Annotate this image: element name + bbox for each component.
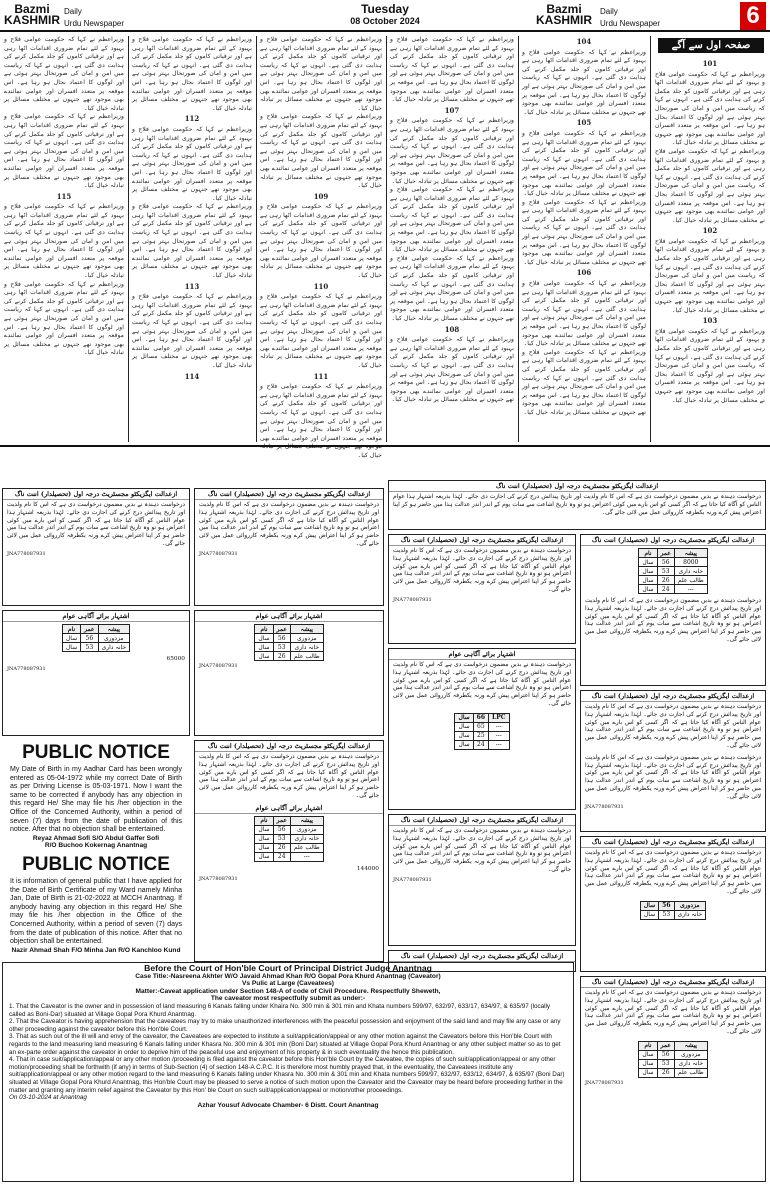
news-column-1	[655, 58, 765, 440]
ad-body: درخواست دہندہ نے بدیں مضمون درخواست دی ہے کہ اس کا نام ولدیت اور تاریخ پیدائش درج کرنے کی اجازت دی جائے۔ لہٰذا بذریعہ اشتہار ہذا عوام الناس کو آگاہ کیا جاتا ہے کہ اگر کسی کو اس بارے میں کوئی اعتراض ہو تو وہ تاریخ اشاعت سے سات یوم کے اندر اندر عدالت ہذا میں حاضر ہو کر اپنا اعتراض پیش کرے ورنہ یکطرفہ کارروائی عمل میں لائی جائے گی۔	[585, 754, 761, 800]
table-cell: سال	[639, 1068, 657, 1077]
table-cell: طالب علم	[290, 843, 323, 852]
ad-body: درخواست دہندہ نے بدیں مضمون درخواست دی ہے کہ اس کا نام ولدیت اور تاریخ پیدائش درج کرنے کی اجازت دی جائے۔ لہٰذا بذریعہ اشتہار ہذا عوام الناس کو آگاہ کیا جاتا ہے کہ اگر کسی کو اس بارے میں کوئی اعتراض ہو تو وہ تاریخ اشاعت سے سات یوم کے اندر اندر عدالت ہذا میں حاضر ہو کر اپنا اعتراض پیش کرے ورنہ یکطرفہ کارروائی عمل میں لائی جائے گی۔	[585, 990, 761, 1035]
table-cell: 26	[657, 1068, 674, 1077]
family-table	[254, 816, 323, 862]
court-notice-ad	[194, 488, 384, 606]
table-cell: 24	[657, 585, 674, 594]
news-column-2	[522, 36, 646, 440]
public-notice-body: My Date of Birth in my Aadhar Card has been wrongly entered as 05-04-1972 while my correct Date of Birth as per Driving License is 05-03-1971. Now I want the same to be corrected if anybody has any objection in this regard He/ She may file his /her objection in the Office of the Concerned Authority, within a period of seven (7) days from the date of publication of this notice. After that no objection shall be entertained.	[10, 766, 182, 834]
table-cell: سال	[640, 910, 658, 919]
table-cell: سال	[255, 652, 273, 661]
table-header: عمر	[81, 625, 98, 634]
news-paragraph: وزیراعظم نے کہا کہ حکومت عوامی فلاح و بہبود کے لئے تمام ضروری اقدامات اٹھا رہی ہے اور ترقیاتی کاموں کو جلد مکمل کرنے کی ہدایت دی گئی ہے۔ انہوں نے کہا کہ ریاست میں امن و امان کی صورتحال بہتر ہوئی ہے اور لوگوں کا اعتماد بحال ہو رہا ہے۔ اس موقعہ پر متعدد افسران اور عوامی نمائندے بھی موجود تھے جنہوں نے مختلف مسائل پر تبادلہ خیال کیا۔	[260, 293, 382, 369]
table-header: نام	[62, 625, 80, 634]
news-paragraph: وزیراعظم نے کہا کہ حکومت عوامی فلاح و بہبود کے لئے تمام ضروری اقدامات اٹھا رہی ہے اور ترقیاتی کاموں کو جلد مکمل کرنے کی ہدایت دی گئی ہے۔ انہوں نے کہا کہ ریاست میں امن و امان کی صورتحال بہتر ہوئی ہے اور لوگوں کا اعتماد بحال ہو رہا ہے۔ اس موقعہ پر متعدد افسران اور عوامی نمائندے بھی موجود تھے جنہوں نے مختلف مسائل پر تبادلہ خیال کیا۔	[260, 113, 382, 190]
ad-body: درخواست دہندہ نے بدیں مضمون درخواست دی ہے کہ اس کا نام ولدیت اور تاریخ پیدائش درج کرنے کی اجازت دی جائے۔ لہٰذا بذریعہ اشتہار ہذا عوام الناس کو آگاہ کیا جاتا ہے کہ اگر کسی کو اس بارے میں کوئی اعتراض ہو تو وہ تاریخ اشاعت سے سات یوم کے اندر اندر عدالت ہذا میں حاضر ہو کر اپنا اعتراض پیش کرے ورنہ یکطرفہ کارروائی عمل میں لائی جائے گی۔	[585, 850, 761, 895]
table-header: عمر	[657, 1041, 674, 1050]
item-number: 104	[576, 37, 592, 46]
court-paragraph: 3. That as such out of the ill will and envy of the caveator, the Caveatees are expected to institute a suit/application/appeal or any other motion against the Caveators before this Hon'ble Court with regards to the land measuring land measuring 6 Kanals falling under Khasra No. 300 min & 301 min (Boni Dar) situated at Village Gopal Pora Khurd Anantnag or any other subject matter so as to get an ex-parte order against the caveator in order to deprive him of the peaceful use and enjoyment of his property & in such eventuality the hence this publication.	[9, 1033, 561, 1056]
table-cell: مزدوری	[674, 901, 706, 910]
news-paragraph: وزیراعظم نے کہا کہ حکومت عوامی فلاح و بہبود کے لئے تمام ضروری اقدامات اٹھا رہی ہے اور ترقیاتی کاموں کو جلد مکمل کرنے کی ہدایت دی گئی ہے۔ انہوں نے کہا کہ ریاست میں امن و امان کی صورتحال بہتر ہوئی ہے اور لوگوں کا اعتماد بحال ہو رہا ہے۔ اس موقعہ پر متعدد افسران اور عوامی نمائندے بھی موجود تھے جنہوں نے مختلف مسائل پر تبادلہ خیال کیا۔	[132, 125, 252, 202]
ad-reference: JNA778087931	[393, 876, 432, 883]
column-rule	[256, 36, 257, 442]
table-cell: خانہ داری	[290, 834, 323, 843]
ad-body: درخواست دہندہ نے بدیں مضمون درخواست دی ہے کہ اس کا نام ولدیت اور تاریخ پیدائش درج کرنے کی اجازت دی جائے۔ لہٰذا بذریعہ اشتہار ہذا عوام الناس کو آگاہ کیا جاتا ہے کہ اگر کسی کو اس بارے میں کوئی اعتراض ہو تو وہ تاریخ اشاعت سے سات یوم کے اندر اندر عدالت ہذا میں حاضر ہو کر اپنا اعتراض پیش کرے ورنہ یکطرفہ کارروائی عمل میں لائی جائے گی۔	[585, 598, 761, 643]
court-paragraph: 2. That the Caveator is having apprehension that the caveatees may try to make unauthorized interferences with the peaceful possession and enjoyment of the said land and may file any case or any other proceeding against the caveator before this Hon'ble Court.	[9, 1018, 561, 1033]
court-paragraph: 4. That in case suit/application/appeal or any other motion /proceeding is filed against the caveator before this Hon'ble Court by the Caveatee, the copies of such suit/application/appeal or any other motion/proceeding shall be forthwith (if any) in terms of Sub-Section (4) of section 148-A C.P.C. It is therefore most humbly prayed that, in the eventuality, the Caveatees institute any suit/application/appeal or any other motion regard to the land measuring 6 Kanals falling under Khasra No. 300 min & 301 min and Khata numbers 599/97, 632/97, 633/12, 634/97, & 635/97 (Boni Dar) situated at Village Gopal Pora Khurd Anantnag, this Hon'ble Court may be pleased to serve a notice of such motion upon the Caveator and the Caveator may be heard before proceeding further in the matter and granting any interim relief against the Caveator by this Hon' ble Court on such suit/application/appeal or motion/other proceedings.	[9, 1056, 565, 1094]
table-cell: خانہ داری	[290, 643, 323, 652]
brand-name-2: KASHMIR	[536, 13, 592, 27]
table-cell: ---	[489, 731, 510, 740]
court-signature: Azhar Yousuf Advocate Chamber- 6 Distt. Court Anantnag	[197, 1101, 379, 1109]
public-notice-signature: Nazir Ahmad Shah F/O Minha Jan R/O Kanchloo Kund	[11, 946, 181, 954]
court-notice-ad	[580, 836, 766, 972]
news-paragraph: وزیراعظم نے کہا کہ حکومت عوامی فلاح و بہبود کے لئے تمام ضروری اقدامات اٹھا رہی ہے اور ترقیاتی کاموں کو جلد مکمل کرنے کی ہدایت دی گئی ہے۔ انہوں نے کہا کہ ریاست میں امن و امان کی صورتحال بہتر ہوئی ہے اور لوگوں کا اعتماد بحال ہو رہا ہے۔ اس موقعہ پر متعدد افسران اور عوامی نمائندے بھی موجود تھے جنہوں نے مختلف مسائل پر تبادلہ خیال کیا۔	[390, 186, 514, 254]
table-header: پیشہ	[290, 625, 323, 634]
ad-amount: 65000	[166, 656, 185, 662]
news-paragraph: وزیراعظم نے کہا کہ حکومت عوامی فلاح و بہبود کے لئے تمام ضروری اقدامات اٹھا رہی ہے اور ترقیاتی کاموں کو جلد مکمل کرنے کی ہدایت دی گئی ہے۔ انہوں نے کہا کہ ریاست میں امن و امان کی صورتحال بہتر ہوئی ہے اور لوگوں کا اعتماد بحال ہو رہا ہے۔ اس موقعہ پر متعدد افسران اور عوامی نمائندے بھی موجود تھے جنہوں نے مختلف مسائل پر تبادلہ خیال کیا۔	[522, 198, 646, 266]
table-cell: سال	[255, 834, 273, 843]
table-cell: خانہ داری	[674, 567, 707, 576]
column-rule	[518, 36, 519, 442]
news-column-5	[132, 36, 252, 440]
table-cell: سال	[639, 1059, 657, 1068]
news-paragraph: وزیراعظم نے کہا کہ حکومت عوامی فلاح و بہبود کے لئے تمام ضروری اقدامات اٹھا رہی ہے اور ترقیاتی کاموں کو جلد مکمل کرنے کی ہدایت دی گئی ہے۔ انہوں نے کہا کہ ریاست میں امن و امان کی صورتحال بہتر ہوئی ہے اور لوگوں کا اعتماد بحال ہو رہا ہے۔ اس موقعہ پر متعدد افسران اور عوامی نمائندے بھی موجود تھے جنہوں نے مختلف مسائل پر تبادلہ خیال کیا۔	[4, 36, 124, 112]
ad-heading: ازعدالت ایگزیکٹو مجسٹریٹ درجہ اول (تحصیلدار) اننت ناگ	[389, 535, 575, 546]
ad-subheading: اشتہار برائے آگاہی عوام	[195, 803, 383, 814]
table-cell: 8000	[674, 558, 707, 567]
news-paragraph: وزیراعظم نے کہا کہ حکومت عوامی فلاح و بہبود کے لئے تمام ضروری اقدامات اٹھا رہی ہے اور ترقیاتی کاموں کو جلد مکمل کرنے کی ہدایت دی گئی ہے۔ انہوں نے کہا کہ ریاست میں امن و امان کی صورتحال بہتر ہوئی ہے اور لوگوں کا اعتماد بحال ہو رہا ہے۔ اس موقعہ پر متعدد افسران اور عوامی نمائندے بھی موجود تھے جنہوں نے مختلف مسائل پر تبادلہ خیال کیا۔	[390, 336, 514, 404]
ad-heading: اشتہار برائے آگاہی عوام	[389, 649, 575, 660]
ad-reference: JNA778087931	[393, 596, 432, 603]
family-table	[254, 624, 323, 661]
brand-tag-2: Urdu Newspaper	[600, 19, 661, 28]
table-cell: مزدوری	[98, 634, 130, 643]
table-cell: طالب علم	[290, 652, 323, 661]
masthead-right-tag	[600, 5, 660, 29]
news-paragraph: وزیراعظم نے کہا کہ حکومت عوامی فلاح و بہبود کے لئے تمام ضروری اقدامات اٹھا رہی ہے اور ترقیاتی کاموں کو جلد مکمل کرنے کی ہدایت دی گئی ہے۔ انہوں نے کہا کہ ریاست میں امن و امان کی صورتحال بہتر ہوئی ہے اور لوگوں کا اعتماد بحال ہو رہا ہے۔ اس موقعہ پر متعدد افسران اور عوامی نمائندے بھی موجود تھے جنہوں نے مختلف مسائل پر تبادلہ خیال کیا۔	[655, 70, 765, 147]
court-subtitle: The caveator most respectfully submit as under:-	[210, 995, 366, 1003]
table-cell: سال	[255, 825, 273, 834]
family-table	[62, 624, 130, 652]
table-cell: ---	[489, 740, 510, 749]
table-cell: طالب علم	[674, 576, 707, 585]
table-cell: سال	[640, 901, 658, 910]
news-column-6	[4, 36, 124, 440]
table-header: نام	[639, 549, 657, 558]
news-paragraph: وزیراعظم نے کہا کہ حکومت عوامی فلاح و بہبود کے لئے تمام ضروری اقدامات اٹھا رہی ہے اور ترقیاتی کاموں کو جلد مکمل کرنے کی ہدایت دی گئی ہے۔ انہوں نے کہا کہ ریاست میں امن و امان کی صورتحال بہتر ہوئی ہے اور لوگوں کا اعتماد بحال ہو رہا ہے۔ اس موقعہ پر متعدد افسران اور عوامی نمائندے بھی موجود تھے جنہوں نے مختلف مسائل پر تبادلہ خیال کیا۔	[522, 48, 646, 116]
news-paragraph: وزیراعظم نے کہا کہ حکومت عوامی فلاح و بہبود کے لئے تمام ضروری اقدامات اٹھا رہی ہے اور ترقیاتی کاموں کو جلد مکمل کرنے کی ہدایت دی گئی ہے۔ انہوں نے کہا کہ ریاست میں امن و امان کی صورتحال بہتر ہوئی ہے اور لوگوں کا اعتماد بحال ہو رہا ہے۔ اس موقعہ پر متعدد افسران اور عوامی نمائندے بھی موجود تھے جنہوں نے مختلف مسائل پر تبادلہ خیال کیا۔	[655, 147, 765, 224]
court-notice-ad	[388, 814, 576, 946]
table-cell: 53	[657, 567, 674, 576]
table-cell: 56	[657, 1050, 674, 1059]
section-header: صفحہ اول سے آگے	[658, 38, 764, 53]
table-cell: 53	[81, 643, 98, 652]
court-title: Before the Court of Hon'ble Court of Principal District Judge Anantnag	[144, 963, 432, 973]
family-table	[640, 901, 706, 920]
ad-reference: JNA778087931	[7, 665, 46, 672]
item-number: 107	[444, 105, 460, 115]
news-column-3	[390, 36, 514, 440]
news-paragraph: وزیراعظم نے کہا کہ حکومت عوامی فلاح و بہبود کے لئے تمام ضروری اقدامات اٹھا رہی ہے اور ترقیاتی کاموں کو جلد مکمل کرنے کی ہدایت دی گئی ہے۔ انہوں نے کہا کہ ریاست میں امن و امان کی صورتحال بہتر ہوئی ہے اور لوگوں کا اعتماد بحال ہو رہا ہے۔ اس موقعہ پر متعدد افسران اور عوامی نمائندے بھی موجود تھے جنہوں نے مختلف مسائل پر تبادلہ خیال کیا۔	[260, 203, 382, 280]
ad-heading: ازعدالت ایگزیکٹو مجسٹریٹ درجہ اول (تحصیلدار) اننت ناگ	[389, 815, 575, 826]
court-versus: Vs Pulic at Large (Caveatees)	[242, 980, 334, 988]
masthead	[0, 0, 770, 32]
table-header: پیشہ	[674, 1041, 707, 1050]
table-cell: 56	[273, 634, 290, 643]
masthead-left-brand	[4, 4, 60, 26]
ad-body: درخواست دہندہ نے بدیں مضمون درخواست دی ہے کہ اس کا نام ولدیت اور تاریخ پیدائش درج کرنے کی اجازت دی جائے۔ لہٰذا بذریعہ اشتہار ہذا عوام الناس کو آگاہ کیا جاتا ہے کہ اگر کسی کو اس بارے میں کوئی اعتراض ہو تو وہ تاریخ اشاعت سے سات یوم کے اندر اندر عدالت ہذا میں حاضر ہو کر اپنا اعتراض پیش کرے ورنہ یکطرفہ کارروائی عمل میں لائی جائے گی۔	[199, 502, 379, 547]
news-paragraph: وزیراعظم نے کہا کہ حکومت عوامی فلاح و بہبود کے لئے تمام ضروری اقدامات اٹھا رہی ہے اور ترقیاتی کاموں کو جلد مکمل کرنے کی ہدایت دی گئی ہے۔ انہوں نے کہا کہ ریاست میں امن و امان کی صورتحال بہتر ہوئی ہے اور لوگوں کا اعتماد بحال ہو رہا ہے۔ اس موقعہ پر متعدد افسران اور عوامی نمائندے بھی موجود تھے جنہوں نے مختلف مسائل پر تبادلہ خیال کیا۔	[655, 237, 765, 314]
news-paragraph: وزیراعظم نے کہا کہ حکومت عوامی فلاح و بہبود کے لئے تمام ضروری اقدامات اٹھا رہی ہے اور ترقیاتی کاموں کو جلد مکمل کرنے کی ہدایت دی گئی ہے۔ انہوں نے کہا کہ ریاست میں امن و امان کی صورتحال بہتر ہوئی ہے اور لوگوں کا اعتماد بحال ہو رہا ہے۔ اس موقعہ پر متعدد افسران اور عوامی نمائندے بھی موجود تھے جنہوں نے مختلف مسائل پر تبادلہ خیال کیا۔	[4, 280, 124, 357]
news-paragraph: وزیراعظم نے کہا کہ حکومت عوامی فلاح و بہبود کے لئے تمام ضروری اقدامات اٹھا رہی ہے اور ترقیاتی کاموں کو جلد مکمل کرنے کی ہدایت دی گئی ہے۔ انہوں نے کہا کہ ریاست میں امن و امان کی صورتحال بہتر ہوئی ہے اور لوگوں کا اعتماد بحال ہو رہا ہے۔ اس موقعہ پر متعدد افسران اور عوامی نمائندے بھی موجود تھے جنہوں نے مختلف مسائل پر تبادلہ خیال کیا۔	[4, 113, 124, 190]
column-rule	[650, 36, 651, 442]
table-cell: ---	[674, 585, 707, 594]
court-notice-ad	[2, 610, 190, 736]
table-cell: سال	[455, 713, 473, 722]
item-number: 113	[184, 281, 200, 291]
page-number: 6	[740, 2, 766, 30]
table-cell: سال	[639, 558, 657, 567]
table-cell: 53	[273, 834, 290, 843]
brand-name: Bazmi	[546, 2, 582, 16]
item-number: 105	[576, 118, 592, 128]
court-notice-ad	[2, 488, 190, 606]
ad-body: درخواست دہندہ نے بدیں مضمون درخواست دی ہے کہ اس کا نام ولدیت اور تاریخ پیدائش درج کرنے کی اجازت دی جائے۔ لہٰذا بذریعہ اشتہار ہذا عوام الناس کو آگاہ کیا جاتا ہے کہ اگر کسی کو اس بارے میں کوئی اعتراض ہو تو وہ تاریخ اشاعت سے سات یوم کے اندر اندر عدالت ہذا میں حاضر ہو کر اپنا اعتراض پیش کرے ورنہ یکطرفہ کارروائی عمل میں لائی جائے گی۔	[393, 548, 571, 593]
table-cell: 24	[473, 740, 488, 749]
table-cell: خانہ داری	[674, 910, 706, 919]
table-cell: 65	[473, 722, 488, 731]
item-number: 111	[313, 371, 329, 381]
table-cell: خانہ داری	[98, 643, 130, 652]
ad-reference: JNA778087931	[585, 803, 624, 810]
table-cell: 25	[473, 731, 488, 740]
news-paragraph: وزیراعظم نے کہا کہ حکومت عوامی فلاح و بہبود کے لئے تمام ضروری اقدامات اٹھا رہی ہے اور ترقیاتی کاموں کو جلد مکمل کرنے کی ہدایت دی گئی ہے۔ انہوں نے کہا کہ ریاست میں امن و امان کی صورتحال بہتر ہوئی ہے اور لوگوں کا اعتماد بحال ہو رہا ہے۔ اس موقعہ پر متعدد افسران اور عوامی نمائندے بھی موجود تھے جنہوں نے مختلف مسائل پر تبادلہ خیال کیا۔	[4, 203, 124, 280]
ad-body: درخواست دہندہ نے بدیں مضمون درخواست دی ہے کہ اس کا نام ولدیت اور تاریخ پیدائش درج کرنے کی اجازت دی جائے۔ لہٰذا بذریعہ اشتہار ہذا عوام الناس کو آگاہ کیا جاتا ہے کہ اگر کسی کو اس بارے میں کوئی اعتراض ہو تو وہ تاریخ اشاعت سے سات یوم کے اندر اندر عدالت ہذا میں حاضر ہو کر اپنا اعتراض پیش کرے ورنہ یکطرفہ کارروائی عمل میں لائی جائے گی۔	[585, 704, 761, 749]
public-notice-signature: Reyaz Ahmad Sofi S/O Abdul Gaffer Sofi	[32, 834, 160, 842]
table-cell: سال	[255, 634, 273, 643]
news-paragraph: وزیراعظم نے کہا کہ حکومت عوامی فلاح و بہبود کے لئے تمام ضروری اقدامات اٹھا رہی ہے اور ترقیاتی کاموں کو جلد مکمل کرنے کی ہدایت دی گئی ہے۔ انہوں نے کہا کہ ریاست میں امن و امان کی صورتحال بہتر ہوئی ہے اور لوگوں کا اعتماد بحال ہو رہا ہے۔ اس موقعہ پر متعدد افسران اور عوامی نمائندے بھی موجود تھے جنہوں نے مختلف مسائل پر تبادلہ خیال کیا۔	[390, 36, 514, 104]
news-paragraph: وزیراعظم نے کہا کہ حکومت عوامی فلاح و بہبود کے لئے تمام ضروری اقدامات اٹھا رہی ہے اور ترقیاتی کاموں کو جلد مکمل کرنے کی ہدایت دی گئی ہے۔ انہوں نے کہا کہ ریاست میں امن و امان کی صورتحال بہتر ہوئی ہے اور لوگوں کا اعتماد بحال ہو رہا ہے۔ اس موقعہ پر متعدد افسران اور عوامی نمائندے بھی موجود تھے جنہوں نے مختلف مسائل پر تبادلہ خیال کیا۔	[260, 36, 382, 112]
table-cell: 66	[473, 713, 488, 722]
ad-heading: ازعدالت ایگزیکٹو مجسٹریٹ درجہ اول (تحصیلدار) اننت ناگ	[581, 535, 765, 546]
table-header: پیشہ	[674, 549, 707, 558]
ad-reference: JNA778087931	[7, 550, 46, 557]
table-cell: 26	[273, 652, 290, 661]
table-cell: سال	[455, 731, 473, 740]
item-number: 103	[702, 316, 718, 326]
table-cell: سال	[455, 740, 473, 749]
table-cell: سال	[255, 643, 273, 652]
family-table	[638, 548, 707, 594]
ad-reference: JNA778087931	[585, 1079, 624, 1086]
table-cell: 53	[659, 910, 674, 919]
court-notice-ad	[388, 534, 576, 644]
court-notice-ad	[388, 648, 576, 810]
table-cell: 56	[81, 634, 98, 643]
item-number: 110	[313, 281, 329, 291]
item-number: 112	[184, 114, 200, 124]
ad-heading: اشتہار برائے آگاہی عوام	[3, 611, 189, 622]
ad-heading: ازعدالت ایگزیکٹو مجسٹریٹ درجہ اول (تحصیلدار) اننت ناگ	[195, 489, 383, 500]
court-notice-ad	[580, 690, 766, 832]
news-paragraph: وزیراعظم نے کہا کہ حکومت عوامی فلاح و بہبود کے لئے تمام ضروری اقدامات اٹھا رہی ہے اور ترقیاتی کاموں کو جلد مکمل کرنے کی ہدایت دی گئی ہے۔ انہوں نے کہا کہ ریاست میں امن و امان کی صورتحال بہتر ہوئی ہے اور لوگوں کا اعتماد بحال ہو رہا ہے۔ اس موقعہ پر متعدد افسران اور عوامی نمائندے بھی موجود تھے جنہوں نے مختلف مسائل پر تبادلہ خیال کیا۔	[522, 348, 646, 416]
news-paragraph: وزیراعظم نے کہا کہ حکومت عوامی فلاح و بہبود کے لئے تمام ضروری اقدامات اٹھا رہی ہے اور ترقیاتی کاموں کو جلد مکمل کرنے کی ہدایت دی گئی ہے۔ انہوں نے کہا کہ ریاست میں امن و امان کی صورتحال بہتر ہوئی ہے اور لوگوں کا اعتماد بحال ہو رہا ہے۔ اس موقعہ پر متعدد افسران اور عوامی نمائندے بھی موجود تھے جنہوں نے مختلف مسائل پر تبادلہ خیال کیا۔	[390, 117, 514, 185]
table-cell: 56	[657, 558, 674, 567]
table-cell: سال	[62, 643, 80, 652]
table-header: نام	[255, 816, 273, 825]
news-paragraph: وزیراعظم نے کہا کہ حکومت عوامی فلاح و بہبود کے لئے تمام ضروری اقدامات اٹھا رہی ہے اور ترقیاتی کاموں کو جلد مکمل کرنے کی ہدایت دی گئی ہے۔ انہوں نے کہا کہ ریاست میں امن و امان کی صورتحال بہتر ہوئی ہے اور لوگوں کا اعتماد بحال ہو رہا ہے۔ اس موقعہ پر متعدد افسران اور عوامی نمائندے بھی موجود تھے جنہوں نے مختلف مسائل پر تبادلہ خیال کیا۔	[522, 129, 646, 198]
court-date: On 03-10-2024 at Anantnag	[9, 1094, 87, 1102]
news-paragraph: وزیراعظم نے کہا کہ حکومت عوامی فلاح و بہبود کے لئے تمام ضروری اقدامات اٹھا رہی ہے اور ترقیاتی کاموں کو جلد مکمل کرنے کی ہدایت دی گئی ہے۔ انہوں نے کہا کہ ریاست میں امن و امان کی صورتحال بہتر ہوئی ہے اور لوگوں کا اعتماد بحال ہو رہا ہے۔ اس موقعہ پر متعدد افسران اور عوامی نمائندے بھی موجود تھے جنہوں نے مختلف مسائل پر تبادلہ خیال کیا۔	[522, 280, 646, 348]
table-cell: 56	[659, 901, 674, 910]
public-notice-title: PUBLIC NOTICE	[22, 742, 170, 763]
table-cell: 53	[657, 1059, 674, 1068]
ad-heading: ازعدالت ایگزیکٹو مجسٹریٹ درجہ اول (تحصیلدار) اننت ناگ	[581, 691, 765, 702]
table-header: پیشہ	[290, 816, 323, 825]
item-number: 102	[702, 226, 718, 236]
ad-reference: JNA778087931	[199, 550, 238, 557]
brand-name-2: KASHMIR	[4, 13, 60, 27]
table-cell: مزدوری	[674, 1050, 707, 1059]
public-notice-address: R/O Buchoo Kokernag Anantnag	[44, 841, 148, 849]
masthead-right-brand	[536, 4, 592, 26]
table-cell: سال	[639, 1050, 657, 1059]
ad-amount: 144000	[356, 865, 379, 872]
news-paragraph: وزیراعظم نے کہا کہ حکومت عوامی فلاح و بہبود کے لئے تمام ضروری اقدامات اٹھا رہی ہے اور ترقیاتی کاموں کو جلد مکمل کرنے کی ہدایت دی گئی ہے۔ انہوں نے کہا کہ ریاست میں امن و امان کی صورتحال بہتر ہوئی ہے اور لوگوں کا اعتماد بحال ہو رہا ہے۔ اس موقعہ پر متعدد افسران اور عوامی نمائندے بھی موجود تھے جنہوں نے مختلف مسائل پر تبادلہ خیال کیا۔	[655, 327, 765, 404]
news-paragraph: وزیراعظم نے کہا کہ حکومت عوامی فلاح و بہبود کے لئے تمام ضروری اقدامات اٹھا رہی ہے اور ترقیاتی کاموں کو جلد مکمل کرنے کی ہدایت دی گئی ہے۔ انہوں نے کہا کہ ریاست میں امن و امان کی صورتحال بہتر ہوئی ہے اور لوگوں کا اعتماد بحال ہو رہا ہے۔ اس موقعہ پر متعدد افسران اور عوامی نمائندے بھی موجود تھے جنہوں نے مختلف مسائل پر تبادلہ خیال کیا۔	[132, 36, 252, 112]
court-caveat-notice	[2, 962, 574, 1182]
item-number: 106	[576, 268, 592, 278]
court-matter: Matter:-Caveat application under Section 148-A of code of Civil Procedure. Respectfully Sheweth,	[135, 987, 441, 995]
item-number: 101	[702, 59, 718, 68]
issue-day: Tuesday	[361, 2, 409, 16]
item-number: 114	[184, 371, 200, 381]
news-paragraph: وزیراعظم نے کہا کہ حکومت عوامی فلاح و بہبود کے لئے تمام ضروری اقدامات اٹھا رہی ہے اور ترقیاتی کاموں کو جلد مکمل کرنے کی ہدایت دی گئی ہے۔ انہوں نے کہا کہ ریاست میں امن و امان کی صورتحال بہتر ہوئی ہے اور لوگوں کا اعتماد بحال ہو رہا ہے۔ اس موقعہ پر متعدد افسران اور عوامی نمائندے بھی موجود تھے جنہوں نے مختلف مسائل پر تبادلہ خیال کیا۔	[132, 293, 252, 369]
public-notice-body: It is information of general public that I have applied for the Date of Birth Certificate of my Ward namely Minha Jan, Date of Birth is 21-02-2022 at MCCH Anantnag. If anybody having any objection in this regard He/ She may file his /her objection in the Office of the Concerned Authority, within a period of seven (7) days from the date of publication of this notice. After that no objection shall be entertained.	[10, 878, 182, 946]
ad-heading: ازعدالت ایگزیکٹو مجسٹریٹ درجہ اول (تحصیلدار) اننت ناگ	[581, 977, 765, 988]
news-paragraph: وزیراعظم نے کہا کہ حکومت عوامی فلاح و بہبود کے لئے تمام ضروری اقدامات اٹھا رہی ہے اور ترقیاتی کاموں کو جلد مکمل کرنے کی ہدایت دی گئی ہے۔ انہوں نے کہا کہ ریاست میں امن و امان کی صورتحال بہتر ہوئی ہے اور لوگوں کا اعتماد بحال ہو رہا ہے۔ اس موقعہ پر متعدد افسران اور عوامی نمائندے بھی موجود تھے جنہوں نے مختلف مسائل پر تبادلہ خیال کیا۔	[132, 203, 252, 280]
public-notice-1	[2, 740, 190, 850]
ad-body: درخواست دہندہ نے بدیں مضمون درخواست دی ہے کہ اس کا نام ولدیت اور تاریخ پیدائش درج کرنے کی اجازت دی جائے۔ لہٰذا بذریعہ اشتہار ہذا عوام الناس کو آگاہ کیا جاتا ہے کہ اگر کسی کو اس بارے میں کوئی اعتراض ہو تو وہ تاریخ اشاعت سے سات یوم کے اندر اندر عدالت ہذا میں حاضر ہو کر اپنا اعتراض پیش کرے ورنہ یکطرفہ کارروائی عمل میں لائی جائے گی۔	[393, 494, 761, 516]
lpc-table	[454, 713, 509, 750]
item-number: 108	[444, 324, 460, 334]
brand-tag: Daily	[600, 7, 618, 16]
public-notice-title: PUBLIC NOTICE	[22, 854, 170, 875]
issue-date	[300, 2, 470, 26]
ad-reference: JNA778087931	[199, 875, 238, 882]
issue-date-text: 08 October 2024	[350, 16, 420, 26]
ad-body: درخواست دہندہ نے بدیں مضمون درخواست دی ہے کہ اس کا نام ولدیت اور تاریخ پیدائش درج کرنے کی اجازت دی جائے۔ لہٰذا بذریعہ اشتہار ہذا عوام الناس کو آگاہ کیا جاتا ہے کہ اگر کسی کو اس بارے میں کوئی اعتراض ہو تو وہ تاریخ اشاعت سے سات یوم کے اندر اندر عدالت ہذا میں حاضر ہو کر اپنا اعتراض پیش کرے ورنہ یکطرفہ کارروائی عمل میں لائی جائے گی۔	[7, 502, 185, 547]
table-header: نام	[639, 1041, 657, 1050]
news-paragraph: وزیراعظم نے کہا کہ حکومت عوامی فلاح و بہبود کے لئے تمام ضروری اقدامات اٹھا رہی ہے اور ترقیاتی کاموں کو جلد مکمل کرنے کی ہدایت دی گئی ہے۔ انہوں نے کہا کہ ریاست میں امن و امان کی صورتحال بہتر ہوئی ہے اور لوگوں کا اعتماد بحال ہو رہا ہے۔ اس موقعہ پر متعدد افسران اور عوامی نمائندے بھی موجود تھے جنہوں نے مختلف مسائل پر تبادلہ خیال کیا۔	[260, 383, 382, 459]
brand-tag: Daily	[64, 7, 82, 16]
ad-heading: ازعدالت ایگزیکٹو مجسٹریٹ درجہ اول (تحصیلدار) اننت ناگ	[389, 951, 575, 962]
ad-heading: ازعدالت ایگزیکٹو مجسٹریٹ درجہ اول (تحصیلدار) اننت ناگ	[195, 741, 383, 752]
brand-name: Bazmi	[14, 2, 50, 16]
court-case-title: Case Title:-Nasreena Akhter W/O Javaid Ahmad Khan R/O Gopal Pora Khurd Anantnag (Caveator)	[135, 972, 441, 980]
masthead-left-tag	[64, 5, 124, 29]
court-notice-ad	[388, 480, 766, 530]
table-header: عمر	[657, 549, 674, 558]
table-cell: سال	[255, 843, 273, 852]
table-cell: خانہ داری	[674, 1059, 707, 1068]
court-notice-ad	[580, 976, 766, 1182]
table-header: نام	[255, 625, 273, 634]
court-notice-ad	[580, 534, 766, 686]
family-table	[638, 1041, 707, 1078]
news-paragraph: وزیراعظم نے کہا کہ حکومت عوامی فلاح و بہبود کے لئے تمام ضروری اقدامات اٹھا رہی ہے اور ترقیاتی کاموں کو جلد مکمل کرنے کی ہدایت دی گئی ہے۔ انہوں نے کہا کہ ریاست میں امن و امان کی صورتحال بہتر ہوئی ہے اور لوگوں کا اعتماد بحال ہو رہا ہے۔ اس موقعہ پر متعدد افسران اور عوامی نمائندے بھی موجود تھے جنہوں نے مختلف مسائل پر تبادلہ خیال کیا۔	[390, 254, 514, 322]
court-notice-ad	[194, 740, 384, 962]
table-cell: سال	[455, 722, 473, 731]
table-cell: مزدوری	[290, 634, 323, 643]
section-divider	[0, 445, 770, 447]
column-rule	[386, 36, 387, 442]
table-cell: سال	[639, 567, 657, 576]
item-number: 109	[313, 191, 329, 201]
table-header: عمر	[273, 625, 290, 634]
table-cell: سال	[639, 576, 657, 585]
table-header: عمر	[273, 816, 290, 825]
table-cell: 24	[273, 852, 290, 861]
ad-heading: ازعدالت ایگزیکٹو مجسٹریٹ درجہ اول (تحصیلدار) اننت ناگ	[581, 837, 765, 848]
table-cell: سال	[255, 852, 273, 861]
brand-tag-2: Urdu Newspaper	[64, 19, 125, 28]
court-notice-ad	[194, 610, 384, 736]
table-header: پیشہ	[98, 625, 130, 634]
table-cell: 26	[273, 843, 290, 852]
table-cell: سال	[62, 634, 80, 643]
table-cell: 56	[273, 825, 290, 834]
table-cell: طالب علم	[674, 1068, 707, 1077]
ad-body: درخواست دہندہ نے بدیں مضمون درخواست دی ہے کہ اس کا نام ولدیت اور تاریخ پیدائش درج کرنے کی اجازت دی جائے۔ لہٰذا بذریعہ اشتہار ہذا عوام الناس کو آگاہ کیا جاتا ہے کہ اگر کسی کو اس بارے میں کوئی اعتراض ہو تو وہ تاریخ اشاعت سے سات یوم کے اندر اندر عدالت ہذا میں حاضر ہو کر اپنا اعتراض پیش کرے ورنہ یکطرفہ کارروائی عمل میں لائی جائے گی۔	[199, 754, 379, 799]
table-cell: 26	[657, 576, 674, 585]
ad-heading: اشتہار برائے آگاہی عوام	[195, 611, 383, 622]
item-number: 115	[56, 191, 72, 201]
ad-reference: JNA778087931	[199, 663, 238, 669]
ad-body: درخواست دہندہ نے بدیں مضمون درخواست دی ہے کہ اس کا نام ولدیت اور تاریخ پیدائش درج کرنے کی اجازت دی جائے۔ لہٰذا بذریعہ اشتہار ہذا عوام الناس کو آگاہ کیا جاتا ہے کہ اگر کسی کو اس بارے میں کوئی اعتراض ہو تو وہ تاریخ اشاعت سے سات یوم کے اندر اندر عدالت ہذا میں حاضر ہو کر اپنا اعتراض پیش کرے ورنہ یکطرفہ کارروائی عمل میں لائی جائے گی۔	[393, 662, 571, 707]
ad-body: درخواست دہندہ نے بدیں مضمون درخواست دی ہے کہ اس کا نام ولدیت اور تاریخ پیدائش درج کرنے کی اجازت دی جائے۔ لہٰذا بذریعہ اشتہار ہذا عوام الناس کو آگاہ کیا جاتا ہے کہ اگر کسی کو اس بارے میں کوئی اعتراض ہو تو وہ تاریخ اشاعت سے سات یوم کے اندر اندر عدالت ہذا میں حاضر ہو کر اپنا اعتراض پیش کرے ورنہ یکطرفہ کارروائی عمل میں لائی جائے گی۔	[393, 828, 571, 873]
column-rule	[128, 36, 129, 442]
public-notice-2	[2, 852, 190, 962]
ad-heading: ازعدالت ایگزیکٹو مجسٹریٹ درجہ اول (تحصیلدار) اننت ناگ	[389, 481, 765, 492]
table-cell: 53	[273, 643, 290, 652]
table-cell: ---	[489, 722, 510, 731]
table-cell: LPC	[489, 713, 510, 722]
table-cell: سال	[639, 585, 657, 594]
table-cell: مزدوری	[290, 825, 323, 834]
table-cell: ---	[290, 852, 323, 861]
ad-heading: ازعدالت ایگزیکٹو مجسٹریٹ درجہ اول (تحصیلدار) اننت ناگ	[3, 489, 189, 500]
court-paragraph: 1. That the Caveator is the owner and in possession of land measuring 6 Kanals falling under Khaira No. 300 min & 301 min and Khata numbers 599/97, 632/97, 633/17, 634/97, & 635/97 (locally called as Boni-Dar) situated at Village Gopal Pora Khurd Anantnag.	[9, 1002, 551, 1018]
news-column-4	[260, 36, 382, 459]
